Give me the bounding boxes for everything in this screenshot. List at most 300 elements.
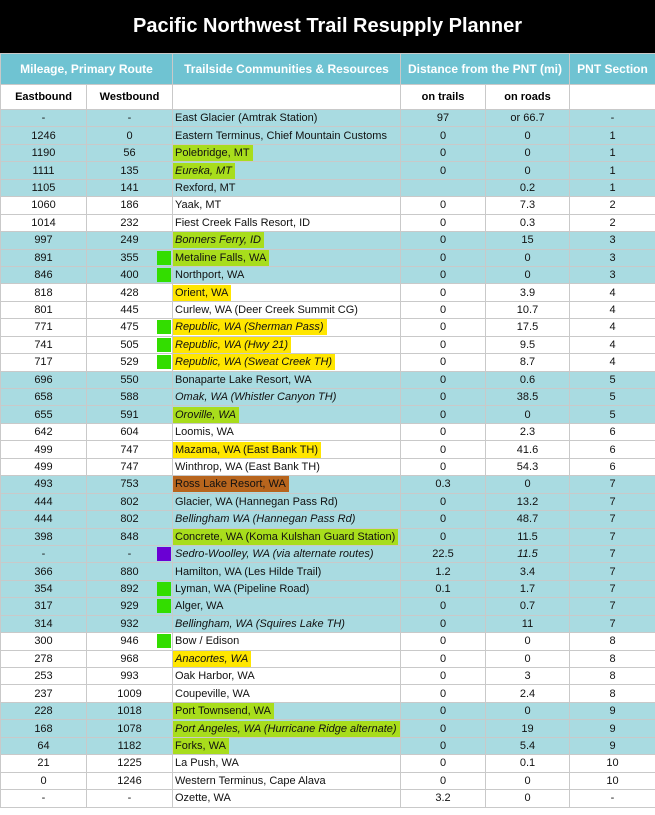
header-distance: Distance from the PNT (mi) (401, 54, 570, 85)
distance-on-trails: 0 (401, 284, 486, 301)
eastbound-mile: - (1, 790, 87, 807)
subheader-blank (570, 85, 655, 110)
distance-on-trails: 0 (401, 197, 486, 214)
community-cell (173, 615, 401, 632)
community-name: Bonners Ferry, ID (173, 232, 264, 248)
distance-on-trails (401, 179, 486, 196)
community-cell (173, 406, 401, 423)
community-name: La Push, WA (175, 757, 239, 770)
pnt-section: 4 (570, 284, 655, 301)
westbound-mile-cell (87, 214, 173, 231)
westbound-mile: 993 (120, 670, 139, 683)
westbound-mile-cell (87, 441, 173, 458)
westbound-mile: 135 (120, 164, 139, 177)
westbound-mile: 591 (120, 408, 139, 421)
pnt-section: 3 (570, 266, 655, 283)
eastbound-mile: - (1, 545, 87, 562)
distance-on-trails: 0 (401, 720, 486, 737)
distance-on-roads: 2.3 (486, 423, 570, 440)
eastbound-mile: 717 (1, 354, 87, 371)
eastbound-mile: 499 (1, 458, 87, 475)
distance-on-roads: 48.7 (486, 511, 570, 528)
pnt-section: 4 (570, 301, 655, 318)
community-cell (173, 598, 401, 615)
table-row (1, 563, 655, 580)
community-name: Orient, WA (173, 285, 231, 301)
westbound-mile-cell (87, 144, 173, 161)
distance-on-roads: 11 (486, 615, 570, 632)
distance-on-trails: 0 (401, 214, 486, 231)
eastbound-mile: 1111 (1, 162, 87, 179)
distance-on-trails: 0 (401, 650, 486, 667)
distance-on-trails: 0 (401, 406, 486, 423)
table-row (1, 511, 655, 528)
distance-on-trails: 0 (401, 493, 486, 510)
westbound-mile-cell (87, 232, 173, 249)
community-cell (173, 668, 401, 685)
community-cell (173, 266, 401, 283)
pnt-section: 6 (570, 423, 655, 440)
green-marker-icon (157, 355, 171, 369)
community-name: Oroville, WA (173, 407, 239, 423)
eastbound-mile: 354 (1, 580, 87, 597)
pnt-section: 7 (570, 545, 655, 562)
community-cell (173, 232, 401, 249)
table-row (1, 528, 655, 545)
subheader-on-trails: on trails (401, 85, 486, 110)
purple-marker-icon (157, 547, 171, 561)
table-body (1, 110, 655, 808)
community-cell (173, 144, 401, 161)
westbound-mile-cell (87, 598, 173, 615)
community-name: Forks, WA (173, 738, 229, 754)
community-cell (173, 441, 401, 458)
pnt-section: 5 (570, 406, 655, 423)
community-name: Anacortes, WA (173, 651, 251, 667)
westbound-mile: 529 (120, 356, 139, 369)
community-cell (173, 720, 401, 737)
distance-on-roads: 0 (486, 650, 570, 667)
community-name: Republic, WA (Sherman Pass) (173, 319, 327, 335)
pnt-section: 9 (570, 720, 655, 737)
table-row (1, 598, 655, 615)
eastbound-mile: 317 (1, 598, 87, 615)
westbound-mile: 550 (120, 373, 139, 386)
westbound-mile-cell (87, 389, 173, 406)
distance-on-roads: 54.3 (486, 458, 570, 475)
westbound-mile-cell (87, 633, 173, 650)
distance-on-trails: 0 (401, 598, 486, 615)
pnt-section: 10 (570, 772, 655, 789)
distance-on-trails: 0 (401, 511, 486, 528)
eastbound-mile: 642 (1, 423, 87, 440)
eastbound-mile: - (1, 110, 87, 127)
pnt-section: 7 (570, 615, 655, 632)
eastbound-mile: 444 (1, 493, 87, 510)
westbound-mile-cell (87, 702, 173, 719)
community-name: Port Angeles, WA (Hurricane Ridge alternate) (173, 721, 400, 737)
pnt-section: 8 (570, 650, 655, 667)
distance-on-roads: 3 (486, 668, 570, 685)
table-row (1, 354, 655, 371)
distance-on-trails: 0.3 (401, 476, 486, 493)
distance-on-roads: 0 (486, 702, 570, 719)
community-name: Bellingham, WA (Squires Lake TH) (175, 617, 345, 630)
westbound-mile-cell (87, 354, 173, 371)
eastbound-mile: 314 (1, 615, 87, 632)
distance-on-roads: 0 (486, 162, 570, 179)
westbound-mile-cell (87, 110, 173, 127)
table-row (1, 406, 655, 423)
table-row (1, 790, 655, 807)
table-row (1, 389, 655, 406)
pnt-section: 7 (570, 528, 655, 545)
distance-on-roads: 0 (486, 127, 570, 144)
distance-on-trails: 0 (401, 772, 486, 789)
westbound-mile: 475 (120, 321, 139, 334)
westbound-mile-cell (87, 720, 173, 737)
pnt-section: - (570, 110, 655, 127)
table-row (1, 737, 655, 754)
westbound-mile: 232 (120, 216, 139, 229)
table-row (1, 580, 655, 597)
distance-on-trails: 0 (401, 685, 486, 702)
distance-on-trails: 0 (401, 127, 486, 144)
eastbound-mile: 278 (1, 650, 87, 667)
westbound-mile: 604 (120, 426, 139, 439)
pnt-section: 8 (570, 685, 655, 702)
community-name: Bow / Edison (175, 635, 240, 648)
distance-on-trails: 0 (401, 144, 486, 161)
community-cell (173, 511, 401, 528)
distance-on-roads: 7.3 (486, 197, 570, 214)
eastbound-mile: 1190 (1, 144, 87, 161)
distance-on-roads: 0 (486, 633, 570, 650)
table-row (1, 720, 655, 737)
westbound-mile-cell (87, 493, 173, 510)
distance-on-roads: 0.3 (486, 214, 570, 231)
eastbound-mile: 168 (1, 720, 87, 737)
pnt-section: 9 (570, 702, 655, 719)
subheader-on-roads: on roads (486, 85, 570, 110)
westbound-mile: 880 (120, 565, 139, 578)
table-row (1, 266, 655, 283)
distance-on-roads: 0 (486, 772, 570, 789)
community-cell (173, 354, 401, 371)
green-marker-icon (157, 582, 171, 596)
distance-on-trails: 0 (401, 371, 486, 388)
distance-on-roads: 3.9 (486, 284, 570, 301)
community-cell (173, 249, 401, 266)
distance-on-roads: 0.6 (486, 371, 570, 388)
community-cell (173, 580, 401, 597)
community-cell (173, 633, 401, 650)
westbound-mile: 848 (120, 530, 139, 543)
community-name: Ross Lake Resort, WA (173, 476, 289, 492)
pnt-section: 1 (570, 179, 655, 196)
eastbound-mile: 444 (1, 511, 87, 528)
westbound-mile: 1078 (117, 722, 142, 735)
distance-on-trails: 0.1 (401, 580, 486, 597)
pnt-section: 5 (570, 371, 655, 388)
westbound-mile-cell (87, 668, 173, 685)
eastbound-mile: 499 (1, 441, 87, 458)
community-cell (173, 493, 401, 510)
community-name: Rexford, MT (175, 181, 236, 194)
distance-on-trails: 3.2 (401, 790, 486, 807)
westbound-mile-cell (87, 545, 173, 562)
westbound-mile-cell (87, 476, 173, 493)
distance-on-roads: 0.1 (486, 755, 570, 772)
distance-on-trails: 0 (401, 528, 486, 545)
distance-on-roads: 0 (486, 476, 570, 493)
community-cell (173, 685, 401, 702)
eastbound-mile: 237 (1, 685, 87, 702)
community-cell (173, 336, 401, 353)
eastbound-mile: 846 (1, 266, 87, 283)
westbound-mile: 186 (120, 199, 139, 212)
pnt-section: - (570, 790, 655, 807)
community-name: Glacier, WA (Hannegan Pass Rd) (175, 495, 338, 508)
westbound-mile-cell (87, 458, 173, 475)
eastbound-mile: 696 (1, 371, 87, 388)
westbound-mile-cell (87, 685, 173, 702)
table-row (1, 633, 655, 650)
pnt-section: 4 (570, 354, 655, 371)
community-cell (173, 458, 401, 475)
westbound-mile-cell (87, 528, 173, 545)
community-name: Fiest Creek Falls Resort, ID (175, 216, 311, 229)
distance-on-trails: 0 (401, 615, 486, 632)
table-row (1, 615, 655, 632)
table-row (1, 214, 655, 231)
community-name: Coupeville, WA (175, 687, 250, 700)
westbound-mile: 1246 (117, 774, 142, 787)
pnt-section: 10 (570, 755, 655, 772)
subheader-blank (173, 85, 401, 110)
table-row (1, 144, 655, 161)
distance-on-roads: 5.4 (486, 737, 570, 754)
green-marker-icon (157, 634, 171, 648)
westbound-mile: 56 (123, 147, 136, 160)
table-row (1, 336, 655, 353)
distance-on-trails: 0 (401, 668, 486, 685)
distance-on-roads: 9.5 (486, 336, 570, 353)
westbound-mile-cell (87, 197, 173, 214)
resupply-table (0, 53, 655, 808)
distance-on-roads: 3.4 (486, 563, 570, 580)
pnt-section: 5 (570, 389, 655, 406)
westbound-mile-cell (87, 301, 173, 318)
distance-on-roads: 2.4 (486, 685, 570, 702)
community-name: Eureka, MT (173, 163, 235, 179)
westbound-mile: 802 (120, 513, 139, 526)
table-row (1, 232, 655, 249)
eastbound-mile: 1246 (1, 127, 87, 144)
distance-on-roads: 13.2 (486, 493, 570, 510)
westbound-mile: 505 (120, 338, 139, 351)
distance-on-roads: 0 (486, 144, 570, 161)
distance-on-roads: 10.7 (486, 301, 570, 318)
westbound-mile-cell (87, 772, 173, 789)
westbound-mile-cell (87, 127, 173, 144)
distance-on-roads: or 66.7 (486, 110, 570, 127)
westbound-mile-cell (87, 179, 173, 196)
community-cell (173, 737, 401, 754)
table-row (1, 110, 655, 127)
westbound-mile: 355 (120, 251, 139, 264)
distance-on-roads: 11.5 (486, 528, 570, 545)
community-cell (173, 423, 401, 440)
pnt-section: 6 (570, 441, 655, 458)
table-row (1, 650, 655, 667)
distance-on-roads: 19 (486, 720, 570, 737)
header-communities: Trailside Communities & Resources (173, 54, 401, 85)
westbound-mile: 0 (126, 129, 133, 142)
distance-on-trails: 97 (401, 110, 486, 127)
pnt-section: 6 (570, 458, 655, 475)
community-name: Curlew, WA (Deer Creek Summit CG) (175, 304, 358, 317)
distance-on-roads: 38.5 (486, 389, 570, 406)
westbound-mile: 428 (120, 286, 139, 299)
community-cell (173, 162, 401, 179)
green-marker-icon (157, 251, 171, 265)
community-cell (173, 772, 401, 789)
westbound-mile: 968 (120, 652, 139, 665)
table-row (1, 441, 655, 458)
westbound-mile-cell (87, 371, 173, 388)
pnt-section: 8 (570, 668, 655, 685)
distance-on-trails: 22.5 (401, 545, 486, 562)
table-row (1, 668, 655, 685)
westbound-mile-cell (87, 615, 173, 632)
table-row (1, 162, 655, 179)
westbound-mile: - (127, 792, 132, 805)
community-name: Bonaparte Lake Resort, WA (175, 373, 312, 386)
pnt-section: 4 (570, 336, 655, 353)
community-cell (173, 110, 401, 127)
community-name: Polebridge, MT (173, 145, 253, 161)
page-title: Pacific Northwest Trail Resupply Planner (0, 0, 655, 53)
community-cell (173, 197, 401, 214)
community-name: Oak Harbor, WA (175, 670, 255, 683)
community-name: Republic, WA (Hwy 21) (173, 337, 291, 353)
table-row (1, 284, 655, 301)
westbound-mile: 1018 (117, 705, 142, 718)
community-cell (173, 528, 401, 545)
westbound-mile: 588 (120, 391, 139, 404)
community-name: Alger, WA (175, 600, 224, 613)
community-cell (173, 214, 401, 231)
table-row (1, 179, 655, 196)
table-row (1, 301, 655, 318)
eastbound-mile: 228 (1, 702, 87, 719)
distance-on-trails: 0 (401, 389, 486, 406)
eastbound-mile: 741 (1, 336, 87, 353)
distance-on-roads: 15 (486, 232, 570, 249)
westbound-mile: 1182 (117, 739, 142, 752)
westbound-mile-cell (87, 423, 173, 440)
distance-on-roads: 0.2 (486, 179, 570, 196)
distance-on-trails: 0 (401, 162, 486, 179)
eastbound-mile: 818 (1, 284, 87, 301)
distance-on-trails: 1.2 (401, 563, 486, 580)
table-row (1, 371, 655, 388)
table-row (1, 319, 655, 336)
eastbound-mile: 658 (1, 389, 87, 406)
westbound-mile: 747 (120, 443, 139, 456)
subheader-westbound: Westbound (87, 85, 173, 110)
community-name: Mazama, WA (East Bank TH) (173, 442, 321, 458)
westbound-mile-cell (87, 580, 173, 597)
westbound-mile-cell (87, 266, 173, 283)
distance-on-trails: 0 (401, 702, 486, 719)
distance-on-trails: 0 (401, 232, 486, 249)
eastbound-mile: 300 (1, 633, 87, 650)
pnt-section: 1 (570, 162, 655, 179)
header-section: PNT Section (570, 54, 655, 85)
community-cell (173, 702, 401, 719)
westbound-mile: 249 (120, 234, 139, 247)
westbound-mile-cell (87, 319, 173, 336)
westbound-mile-cell (87, 563, 173, 580)
eastbound-mile: 801 (1, 301, 87, 318)
westbound-mile-cell (87, 406, 173, 423)
distance-on-roads: 8.7 (486, 354, 570, 371)
community-name: Omak, WA (Whistler Canyon TH) (175, 391, 337, 404)
pnt-section: 3 (570, 232, 655, 249)
westbound-mile-cell (87, 511, 173, 528)
distance-on-roads: 0 (486, 266, 570, 283)
westbound-mile-cell (87, 737, 173, 754)
pnt-section: 7 (570, 493, 655, 510)
green-marker-icon (157, 320, 171, 334)
table-row (1, 755, 655, 772)
community-cell (173, 476, 401, 493)
westbound-mile: 753 (120, 478, 139, 491)
eastbound-mile: 997 (1, 232, 87, 249)
community-name: Northport, WA (175, 269, 245, 282)
community-cell (173, 755, 401, 772)
distance-on-roads: 0 (486, 790, 570, 807)
westbound-mile: 1225 (117, 757, 142, 770)
community-cell (173, 790, 401, 807)
community-cell (173, 301, 401, 318)
distance-on-roads: 0.7 (486, 598, 570, 615)
distance-on-trails: 0 (401, 755, 486, 772)
westbound-mile: 802 (120, 495, 139, 508)
table-row (1, 423, 655, 440)
eastbound-mile: 1105 (1, 179, 87, 196)
eastbound-mile: 366 (1, 563, 87, 580)
pnt-section: 2 (570, 214, 655, 231)
pnt-section: 1 (570, 127, 655, 144)
westbound-mile: - (127, 112, 132, 125)
westbound-mile-cell (87, 755, 173, 772)
community-name: Metaline Falls, WA (173, 250, 269, 266)
community-name: Ozette, WA (175, 792, 231, 805)
table-row (1, 772, 655, 789)
eastbound-mile: 1060 (1, 197, 87, 214)
table-row (1, 685, 655, 702)
distance-on-trails: 0 (401, 266, 486, 283)
eastbound-mile: 493 (1, 476, 87, 493)
distance-on-trails: 0 (401, 737, 486, 754)
westbound-mile: 1009 (117, 687, 142, 700)
westbound-mile: 141 (120, 181, 139, 194)
eastbound-mile: 891 (1, 249, 87, 266)
distance-on-trails: 0 (401, 633, 486, 650)
